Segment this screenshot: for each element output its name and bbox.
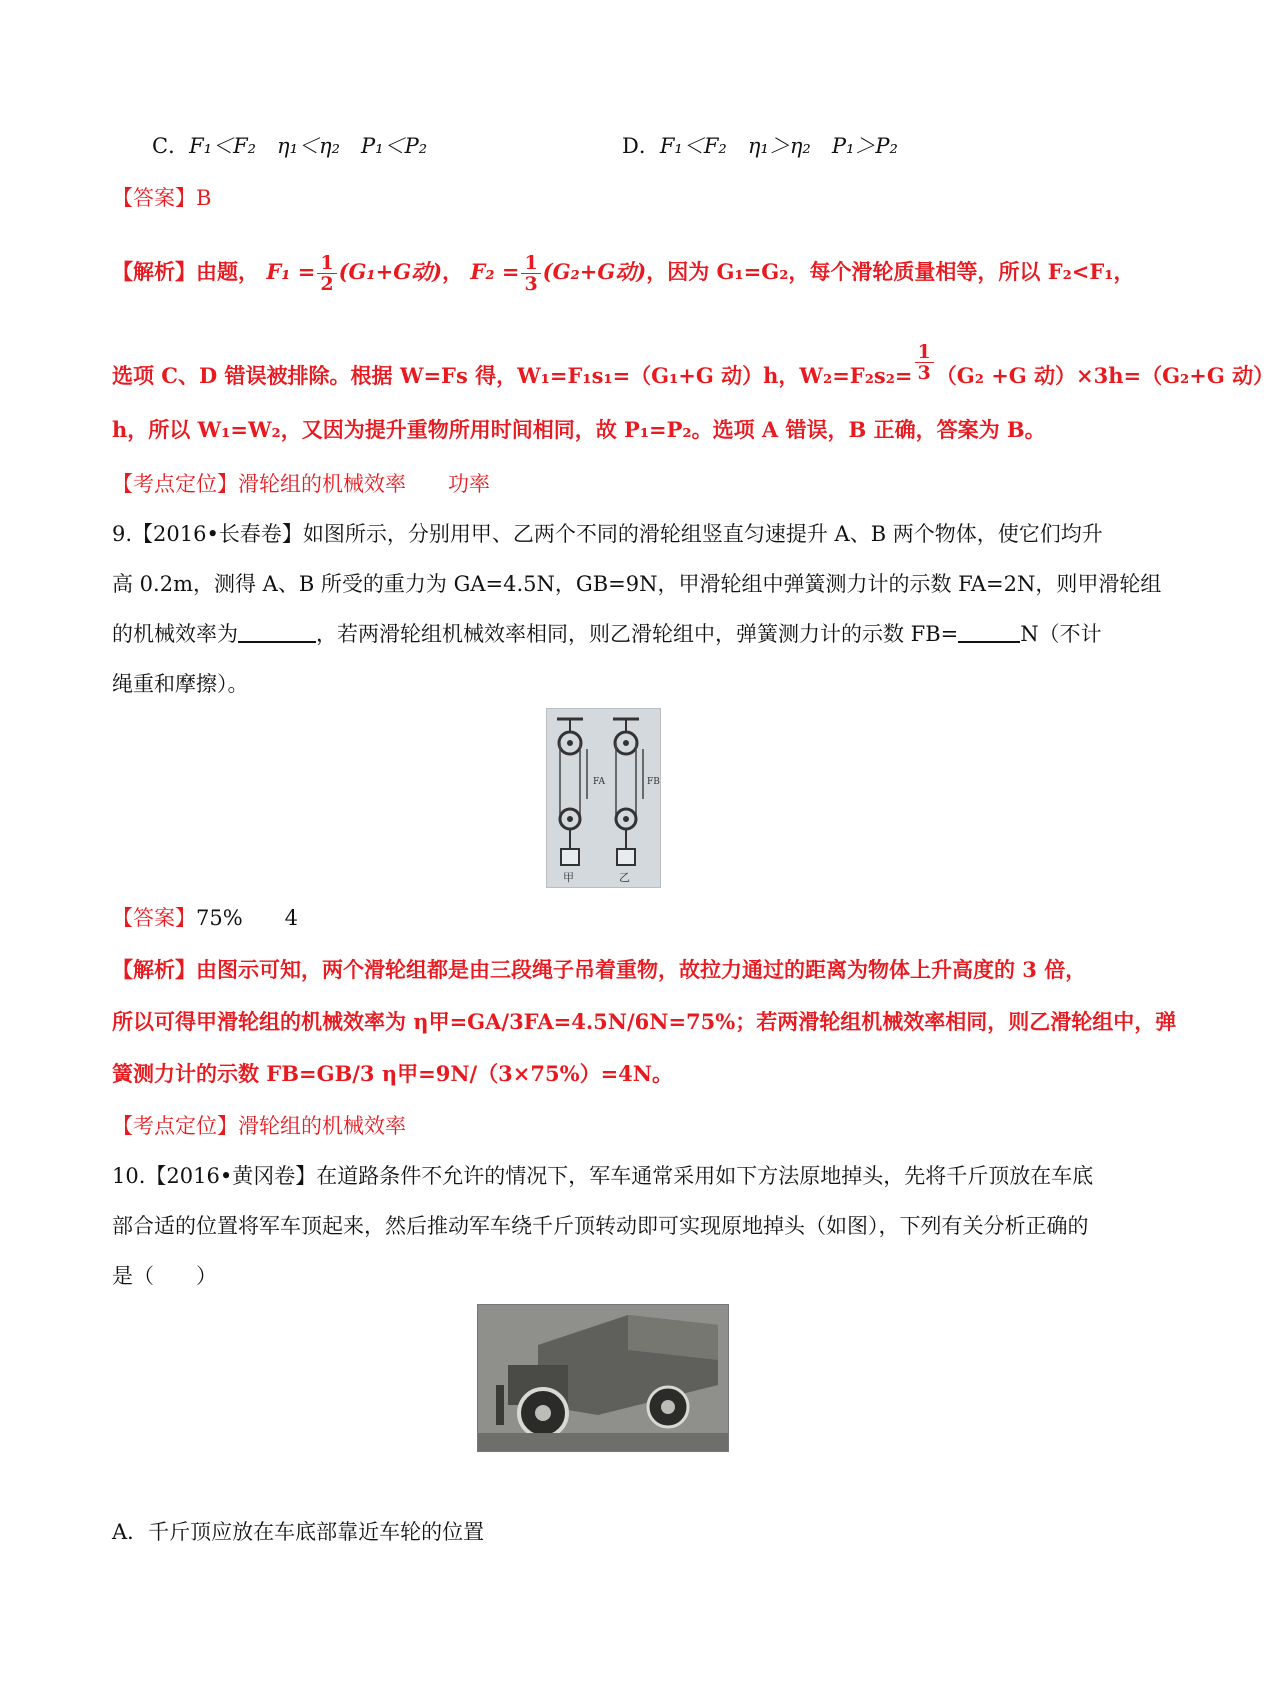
label-yi: 乙 — [619, 871, 630, 884]
q9-line-1: 9.【2016•长春卷】如图所示，分别用甲、乙两个不同的滑轮组竖直匀速提升 A、B 两个物体，使它们均升 — [112, 522, 1103, 546]
option-d-text: F₁＜F₂ η₁＞η₂ P₁＞P₂ — [659, 134, 898, 158]
q9-line-3-b: ，若两滑轮组机械效率相同，则乙滑轮组中，弹簧测力计的示数 FB= — [316, 622, 959, 646]
option-d — [622, 132, 898, 160]
q9-analysis-line-2: 所以可得甲滑轮组的机械效率为 η甲=GA/3FA=4.5N/6N=75%；若两滑轮组机械效率相同，则乙滑轮组中，弹 — [112, 1009, 1177, 1034]
kaodian-tag: 【考点定位】 — [112, 472, 238, 496]
analysis-line-2-tail: （G₂ +G 动）×3h=（G₂+G 动） — [935, 363, 1274, 388]
truck-photo — [477, 1304, 729, 1452]
option-c — [152, 132, 427, 160]
q9-line-3-a: 的机械效率为 — [112, 622, 238, 646]
q10-option-a: A．千斤顶应放在车底部靠近车轮的位置 — [112, 1520, 485, 1544]
q8-analysis-line-2 — [112, 341, 1274, 390]
q8-answer — [112, 184, 211, 212]
answer-tag: 【答案】 — [112, 186, 196, 210]
q9-answer — [112, 904, 298, 932]
fraction-half — [317, 253, 336, 294]
answer-blank-2[interactable] — [958, 621, 1020, 643]
q9-kaodian-text: 滑轮组的机械效率 — [238, 1114, 406, 1138]
fraction-half-den: 2 — [320, 273, 334, 295]
answer-blank-1[interactable] — [238, 621, 316, 643]
q9-analysis-line-3: 簧测力计的示数 FB=GB/3 η甲=9N/（3×75%）=4N。 — [112, 1061, 673, 1086]
q8-analysis-line-3: h，所以 W₁=W₂，又因为提升重物所用时间相同，故 P₁=P₂。选项 A 错误，B 正确，答案为 B。 — [112, 417, 1046, 442]
option-c-label: C． — [152, 134, 190, 158]
analysis-line-1-tail: ，因为 G₁=G₂，每个滑轮质量相等，所以 F₂<F₁， — [646, 259, 1135, 284]
label-fa: FA — [593, 777, 605, 787]
fraction-third-inline-den: 3 — [917, 362, 931, 384]
fraction-third-inline — [915, 342, 934, 383]
fraction-third-num: 1 — [521, 253, 540, 274]
analysis-line-2-text: 选项 C、D 错误被排除。根据 W=Fs 得，W₁=F₁s₁=（G₁+G 动）h，W₂=F₂s₂= — [112, 363, 913, 388]
truck-illustration — [478, 1305, 728, 1451]
pulley-figure — [546, 708, 661, 888]
q9-kaodian — [112, 1112, 406, 1140]
q9-line-4: 绳重和摩擦）。 — [112, 672, 249, 696]
option-c-text: F₁＜F₂ η₁＜η₂ P₁＜P₂ — [189, 134, 428, 158]
q10-line-3: 是（ ） — [112, 1264, 217, 1288]
q9-analysis-line-1 — [112, 956, 1086, 984]
formula-f2-expr: (G₂+G动) — [542, 259, 647, 284]
option-d-label: D． — [622, 134, 660, 158]
fraction-third — [521, 253, 540, 294]
fraction-third-den: 3 — [524, 273, 538, 295]
q9-line-2: 高 0.2m，测得 A、B 所受的重力为 GA=4.5N，GB=9N，甲滑轮组中弹簧测力计的示数 FA=2N，则甲滑轮组 — [112, 572, 1162, 596]
formula-f2: F₂ = — [470, 259, 520, 284]
analysis-tag: 【解析】 — [112, 259, 196, 284]
q10-line-2: 部合适的位置将军车顶起来，然后推动军车绕千斤顶转动即可实现原地掉头（如图），下列有关分析正确的 — [112, 1214, 1089, 1238]
analysis-intro: 由题， — [196, 259, 259, 284]
q9-analysis-line-1-text: 由图示可知，两个滑轮组都是由三段绳子吊着重物，故拉力通过的距离为物体上升高度的 3 倍， — [196, 957, 1087, 982]
q10-line-1: 10.【2016•黄冈卷】在道路条件不允许的情况下，军车通常采用如下方法原地掉头，先将千斤顶放在车底 — [112, 1164, 1094, 1188]
label-fb: FB — [647, 777, 660, 787]
q8-analysis-line-1: 【解析】由题， F₁ = $\frac{1}{2}$ (G₁+G动)， F₂ = $\frac{1}{3}$ (G₂+G动)，因为 G₁=G₂，每个滑轮质量相等，所以 F₂<F₁， — [112, 252, 1135, 295]
label-jia: 甲 — [563, 871, 574, 884]
formula-f1: F₁ = — [266, 259, 316, 284]
q9-line-3 — [112, 620, 1102, 648]
q9-answer-tag: 【答案】 — [112, 906, 196, 930]
q9-answer-value: 75% 4 — [196, 906, 299, 930]
q9-line-3-c: N（不计 — [1020, 622, 1102, 646]
kaodian-text: 滑轮组的机械效率 功率 — [238, 472, 490, 496]
fraction-third-inline-num: 1 — [915, 342, 934, 363]
q9-analysis-tag: 【解析】 — [112, 957, 196, 982]
q9-kaodian-tag: 【考点定位】 — [112, 1114, 238, 1138]
answer-value: B — [196, 186, 212, 210]
fraction-half-num: 1 — [317, 253, 336, 274]
formula-f1-expr: (G₁+G动) — [338, 259, 443, 284]
pulley-diagram — [547, 709, 660, 887]
q8-kaodian — [112, 470, 490, 498]
